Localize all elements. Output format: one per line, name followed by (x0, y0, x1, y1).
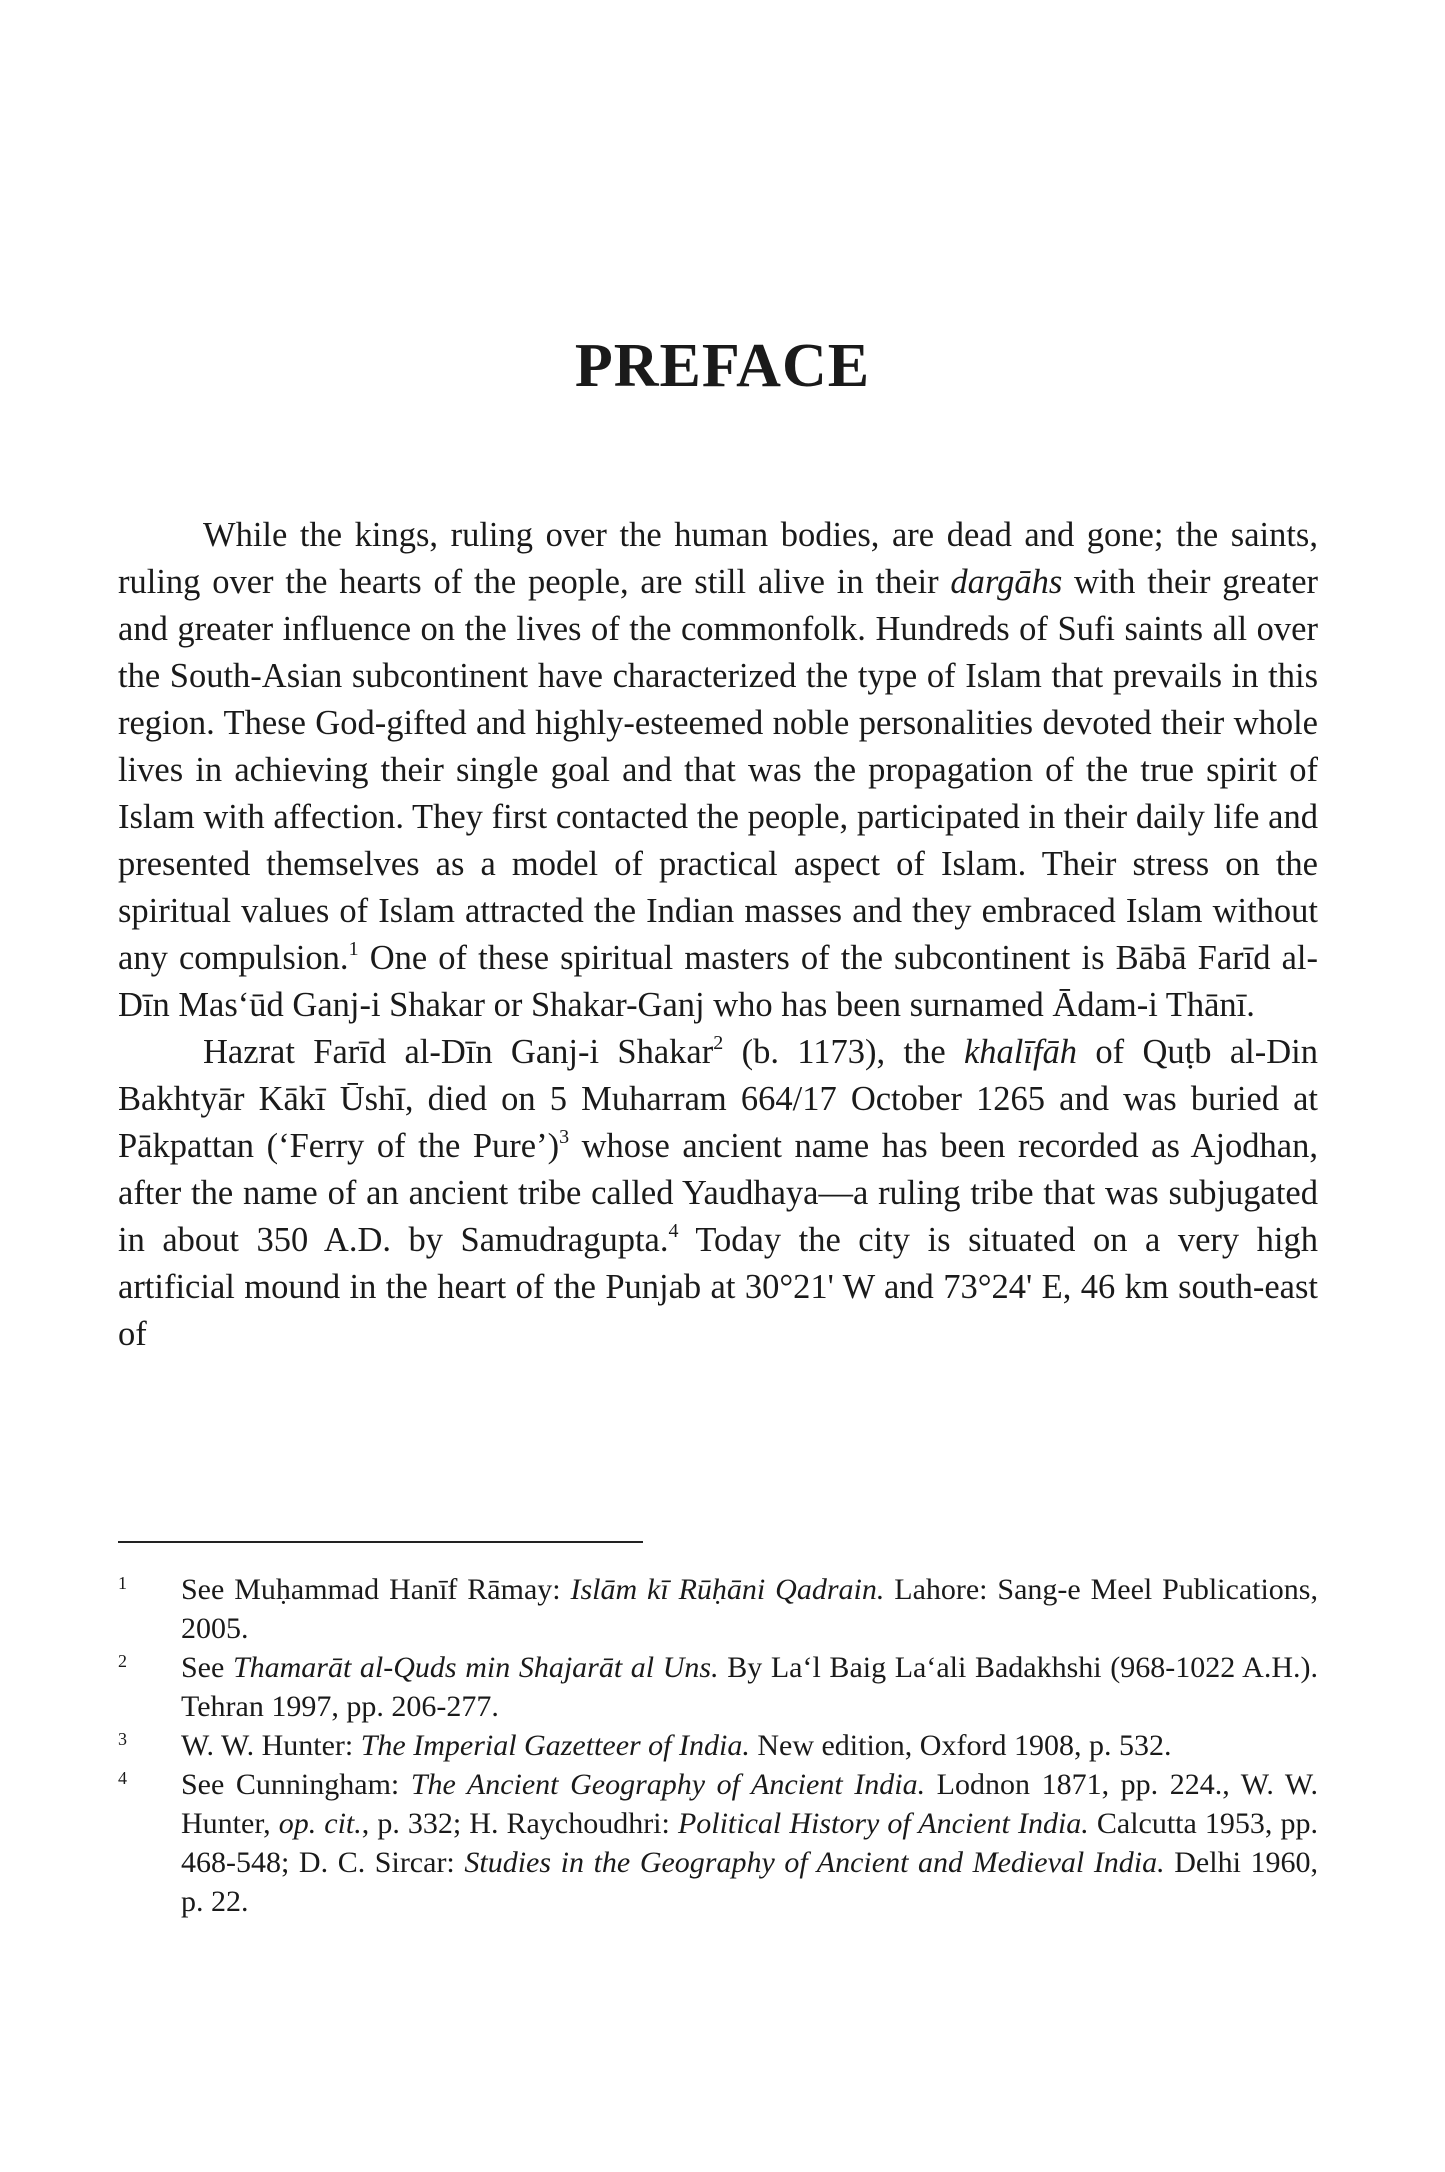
paragraph-2-text-e: Today the city is situated on a very high artificial mound in the heart of the Punjab at 30°21' W and 73°24' E, 46 km south-east of (118, 1221, 1318, 1353)
footnote-title: op. cit. (278, 1807, 362, 1840)
footnote-ref-3[interactable]: 3 (559, 1125, 570, 1148)
footnote-text: By La‘l Baig La‘ali Badakhshi (968-1022 A.H.). Tehran 1997, pp. 206-277. (181, 1651, 1318, 1723)
footnote-title: Islām kī Rūḥāni Qadrain. (570, 1573, 885, 1606)
paragraph-2-text-b: (b. 1173), the (723, 1033, 964, 1071)
footnote-3 (118, 1726, 1318, 1765)
footnote-4 (118, 1765, 1318, 1921)
paragraph-2-text-a: Hazrat Farīd al-Dīn Ganj-i Shakar (203, 1033, 714, 1071)
footnote-title: Political History of Ancient India. (677, 1807, 1089, 1840)
footnote-text: See Muḥammad Hanīf Rāmay: (181, 1573, 571, 1606)
footnote-text: Lodnon 1871, pp. 224., W. W. Hunter, (181, 1768, 1318, 1840)
footnote-text: , p. 332; H. Raychoudhri: (361, 1807, 678, 1840)
footnote-title: The Imperial Gazetteer of India. (360, 1729, 750, 1762)
footnote-text: See (181, 1651, 233, 1684)
footnote-1 (118, 1570, 1318, 1648)
footnote-text: Calcutta 1953, pp. 468-548; D. C. Sircar: (181, 1807, 1318, 1879)
footnote-divider (118, 1541, 643, 1543)
footnote-number: 4 (118, 1768, 127, 1788)
footnote-number: 3 (118, 1729, 127, 1749)
footnote-text: W. W. Hunter: (181, 1729, 361, 1762)
footnote-title: Thamarāt al-Quds min Shajarāt al Uns. (232, 1651, 719, 1684)
footnote-text: Delhi 1960, p. 22. (181, 1846, 1319, 1918)
footnote-text: New edition, Oxford 1908, p. 532. (749, 1729, 1172, 1762)
paragraph-1-text-a: While the kings, ruling over the human bodies, are dead and gone; the saints, ruling over the hearts of the people, are still alive in their (118, 516, 1318, 601)
body-text (118, 512, 1318, 1358)
paragraph-2-text-d: whose ancient name has been recorded as Ajodhan, after the name of an ancient tribe called Yaudhaya—a ruling tribe that was subjugated in about 350 A.D. by Samudragupta. (118, 1127, 1318, 1259)
paragraph-1-text-b: with their greater and greater influence on the lives of the commonfolk. Hundreds of Sufi saints all over the South-Asian subcontinent have characterized the type of Islam that prevails in this region. These God-gifted and highly-esteemed noble personalities devoted their whole lives in achieving their single goal and that was the propagation of the true spirit of Islam with affection. They first contacted the people, participated in their daily life and presented themselves as a model of practical aspect of Islam. Their stress on the spiritual values of Islam attracted the Indian masses and they embraced Islam without any compulsion. (118, 563, 1318, 977)
footnote-title: The Ancient Geography of Ancient India. (410, 1768, 926, 1801)
footnote-ref-1[interactable]: 1 (348, 937, 359, 960)
dargahs-term: dargāhs (950, 563, 1063, 601)
footnote-ref-2[interactable]: 2 (713, 1031, 724, 1054)
footnote-title: Studies in the Geography of Ancient and Medieval India. (464, 1846, 1165, 1879)
footnote-number: 2 (118, 1651, 127, 1671)
paragraph-1 (118, 512, 1318, 1029)
footnote-text: Lahore: Sang-e Meel Publications, 2005. (181, 1573, 1318, 1645)
footnote-number: 1 (118, 1573, 127, 1593)
paragraph-2 (118, 1029, 1318, 1358)
footnote-2 (118, 1648, 1318, 1726)
footnote-text: See Cunningham: (181, 1768, 411, 1801)
paragraph-1-text-c: One of these spiritual masters of the subcontinent is Bābā Farīd al-Dīn Mas‘ūd Ganj-i Shakar or Shakar-Ganj who has been surnamed Ādam-i Thānī. (118, 939, 1318, 1024)
footnotes (118, 1570, 1318, 1921)
footnote-ref-4[interactable]: 4 (668, 1219, 679, 1242)
page-title: PREFACE (574, 332, 871, 400)
paragraph-2-text-c: of Quṭb al-Din Bakhtyār Kākī Ūshī, died on 5 Muharram 664/17 October 1265 and was buried at Pākpattan (‘Ferry of the Pure’) (118, 1033, 1318, 1165)
khalifah-term: khalīfāh (963, 1033, 1078, 1071)
